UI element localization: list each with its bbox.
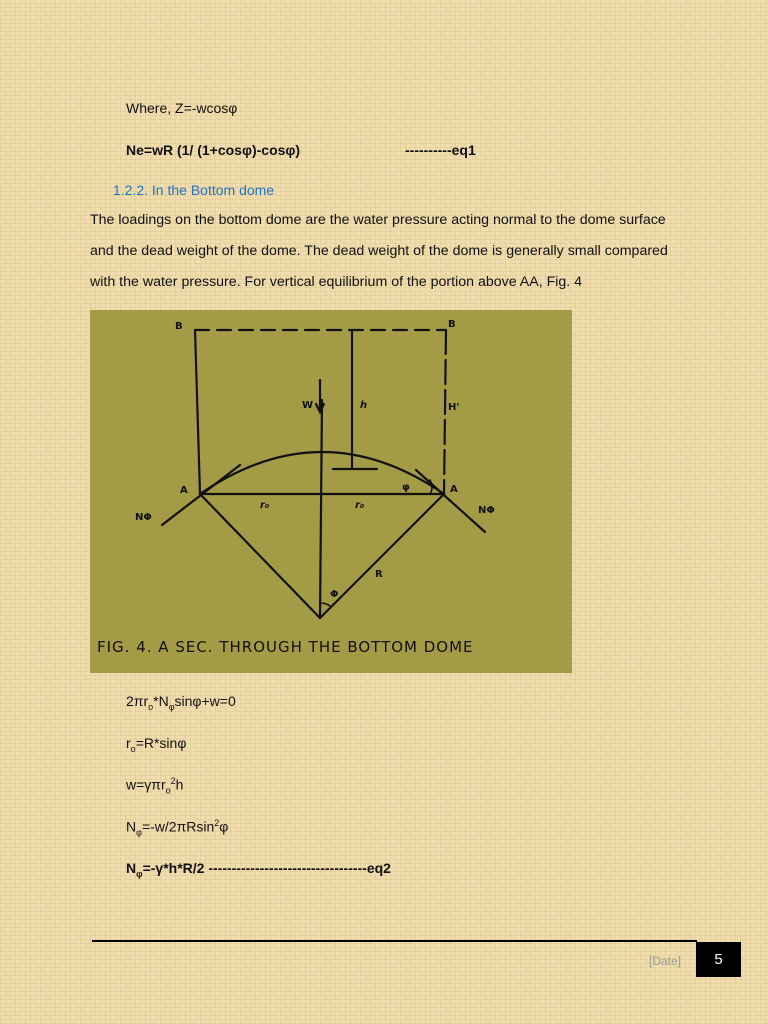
dome-sketch [90,310,572,640]
label-r0-right: r₀ [355,500,365,511]
label-h-prime: H' [448,402,460,413]
figure-caption: FIG. 4. A SEC. THROUGH THE BOTTOM DOME [97,638,474,656]
equation-e5: $N_\varphi=-\gamma*h*R/2$ ----------------------------------eq2 [126,860,391,879]
equation-e2: $r_o=R*\sin\varphi$ [126,735,187,754]
equation-eq1: Ne=wR (1/ (1+cosφ)-cosφ) [126,142,301,158]
radius-left [200,494,320,618]
label-r: R [375,569,383,580]
label-h: h [360,400,368,411]
eq1-label: ----------eq1 [405,142,476,158]
label-b-right: B [448,319,456,330]
label-a-right: A [450,484,458,495]
radius-right [320,494,444,618]
where-line: Where, Z=-wcosφ [126,100,238,116]
page-number: 5 [696,942,741,977]
label-b-left: B [175,321,183,332]
label-phi-apex: Φ [330,589,339,600]
apex-angle-arc [320,603,330,606]
equation-e3: w=γπr$_o^2$h [126,776,184,796]
label-w: W [302,400,314,411]
left-vertical [195,330,200,494]
label-phi-right: φ [402,482,410,493]
tangent-right [416,470,485,532]
paragraph [90,205,710,298]
label-n-right: NΦ [478,505,495,516]
paragraph-line: and the dead weight of the dome. The dead weight of the dome is generally small compared [90,243,668,259]
section-heading: 1.2.2. In the Bottom dome [113,182,275,198]
central-axis [320,400,322,618]
paragraph-line: The loadings on the bottom dome are the water pressure acting normal to the dome surface [90,212,666,228]
right-angle-arc [430,480,432,494]
label-r0-left: r₀ [260,500,270,511]
paragraph-line: with the water pressure. For vertical equilibrium of the portion above AA, Fig. 4 [90,274,583,290]
label-a-left: A [180,485,188,496]
label-n-left: NΦ [135,512,152,523]
equation-e1: $2\pi r_o*N_\varphi\sin\varphi+w=0$ [126,693,236,712]
figure-bottom-dome [90,310,572,673]
equation-e4: $N_\varphi=-w/2\pi Rsin^2\varphi$ [126,818,229,838]
footer-date: [Date] [649,954,682,968]
footer-rule [92,940,697,942]
right-vertical [444,330,446,494]
